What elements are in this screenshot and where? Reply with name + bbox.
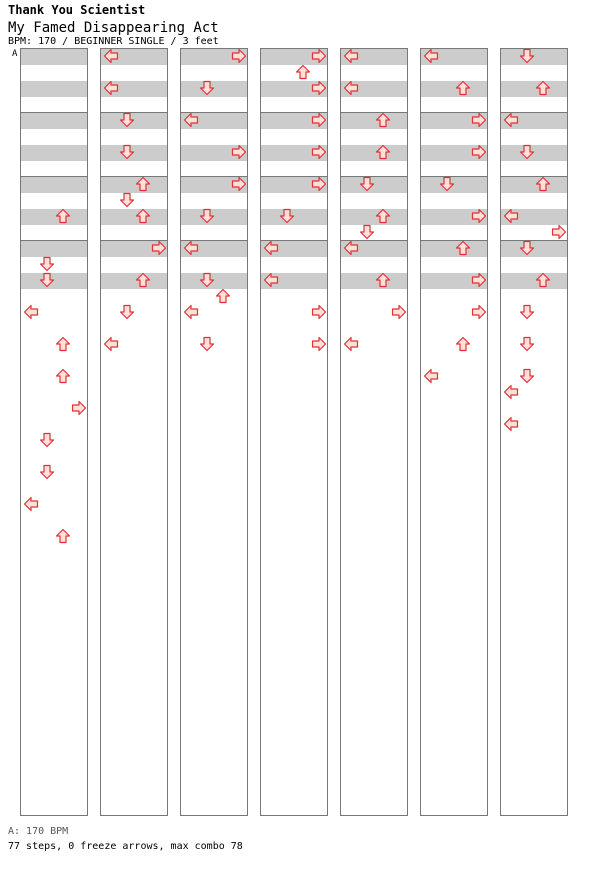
arrow-down-icon [119, 112, 135, 128]
arrow-right-icon [311, 176, 327, 192]
arrow-left-icon [343, 80, 359, 96]
arrow-down-icon [359, 224, 375, 240]
arrow-left-icon [263, 272, 279, 288]
song-artist: Thank You Scientist [8, 3, 146, 17]
beat-stripe [341, 145, 407, 161]
arrow-down-icon [199, 80, 215, 96]
bpm-change-marker: A [12, 49, 18, 59]
arrow-up-icon [375, 272, 391, 288]
arrow-left-icon [183, 240, 199, 256]
beat-stripe [421, 81, 487, 97]
arrow-left-icon [503, 384, 519, 400]
arrow-up-icon [375, 208, 391, 224]
arrow-down-icon [519, 240, 535, 256]
song-title: My Famed Disappearing Act [8, 20, 219, 36]
arrow-up-icon [535, 272, 551, 288]
chart-info: BPM: 170 / BEGINNER SINGLE / 3 feet [8, 36, 219, 47]
beat-stripe [501, 177, 567, 193]
arrow-up-icon [215, 288, 231, 304]
arrow-left-icon [503, 208, 519, 224]
arrow-down-icon [519, 304, 535, 320]
beat-stripe [21, 145, 87, 161]
beat-stripe [101, 273, 167, 289]
arrow-right-icon [311, 48, 327, 64]
arrow-down-icon [439, 176, 455, 192]
chart-column [340, 48, 408, 816]
measure-line [21, 240, 87, 241]
arrow-right-icon [471, 112, 487, 128]
arrow-up-icon [135, 208, 151, 224]
arrow-right-icon [311, 304, 327, 320]
arrow-up-icon [455, 336, 471, 352]
beat-stripe [21, 209, 87, 225]
arrow-down-icon [119, 304, 135, 320]
arrow-right-icon [151, 240, 167, 256]
beat-stripe [341, 273, 407, 289]
arrow-right-icon [231, 144, 247, 160]
chart-column [420, 48, 488, 816]
arrow-right-icon [551, 224, 567, 240]
arrow-down-icon [39, 464, 55, 480]
arrow-left-icon [503, 112, 519, 128]
arrow-left-icon [183, 112, 199, 128]
arrow-left-icon [183, 304, 199, 320]
chart-column [180, 48, 248, 816]
arrow-left-icon [423, 368, 439, 384]
arrow-left-icon [23, 304, 39, 320]
beat-stripe [501, 81, 567, 97]
arrow-down-icon [519, 336, 535, 352]
measure-line [101, 176, 167, 177]
beat-stripe [101, 177, 167, 193]
arrow-left-icon [503, 416, 519, 432]
arrow-up-icon [135, 176, 151, 192]
arrow-up-icon [55, 336, 71, 352]
arrow-down-icon [519, 48, 535, 64]
arrow-up-icon [135, 272, 151, 288]
arrow-down-icon [359, 176, 375, 192]
arrow-down-icon [39, 432, 55, 448]
measure-line [21, 112, 87, 113]
chart-column [260, 48, 328, 816]
beat-stripe [21, 177, 87, 193]
arrow-left-icon [343, 336, 359, 352]
arrow-up-icon [55, 208, 71, 224]
arrow-left-icon [23, 496, 39, 512]
chart-column [20, 48, 88, 816]
arrow-down-icon [519, 368, 535, 384]
arrow-right-icon [71, 400, 87, 416]
arrow-right-icon [311, 112, 327, 128]
arrow-left-icon [423, 48, 439, 64]
arrow-down-icon [199, 208, 215, 224]
arrow-right-icon [471, 304, 487, 320]
chart-column [100, 48, 168, 816]
arrow-up-icon [375, 144, 391, 160]
arrow-left-icon [103, 48, 119, 64]
arrow-up-icon [55, 528, 71, 544]
arrow-up-icon [55, 368, 71, 384]
arrow-left-icon [343, 240, 359, 256]
arrow-right-icon [471, 208, 487, 224]
beat-stripe [21, 49, 87, 65]
measure-line [341, 112, 407, 113]
measure-line [21, 176, 87, 177]
measure-line [501, 176, 567, 177]
arrow-up-icon [455, 80, 471, 96]
chart-column [500, 48, 568, 816]
arrow-left-icon [103, 80, 119, 96]
arrow-left-icon [103, 336, 119, 352]
arrow-right-icon [311, 144, 327, 160]
arrow-down-icon [39, 272, 55, 288]
arrow-up-icon [535, 80, 551, 96]
beat-stripe [421, 241, 487, 257]
beat-stripe [21, 241, 87, 257]
arrow-down-icon [119, 144, 135, 160]
arrow-down-icon [519, 144, 535, 160]
arrow-left-icon [263, 240, 279, 256]
arrow-down-icon [119, 192, 135, 208]
arrow-right-icon [471, 144, 487, 160]
arrow-down-icon [39, 256, 55, 272]
measure-line [421, 240, 487, 241]
arrow-down-icon [199, 336, 215, 352]
step-stats: 77 steps, 0 freeze arrows, max combo 78 [8, 841, 243, 852]
arrow-up-icon [295, 64, 311, 80]
arrow-left-icon [343, 48, 359, 64]
arrow-up-icon [535, 176, 551, 192]
arrow-right-icon [471, 272, 487, 288]
beat-stripe [341, 113, 407, 129]
arrow-right-icon [311, 80, 327, 96]
bpm-legend: A: 170 BPM [8, 826, 69, 837]
arrow-down-icon [199, 272, 215, 288]
beat-stripe [21, 113, 87, 129]
beat-stripe [341, 209, 407, 225]
arrow-right-icon [391, 304, 407, 320]
arrow-right-icon [231, 48, 247, 64]
arrow-right-icon [231, 176, 247, 192]
arrow-down-icon [279, 208, 295, 224]
beat-stripe [501, 273, 567, 289]
arrow-up-icon [455, 240, 471, 256]
arrow-up-icon [375, 112, 391, 128]
beat-stripe [21, 81, 87, 97]
arrow-right-icon [311, 336, 327, 352]
beat-stripe [101, 209, 167, 225]
